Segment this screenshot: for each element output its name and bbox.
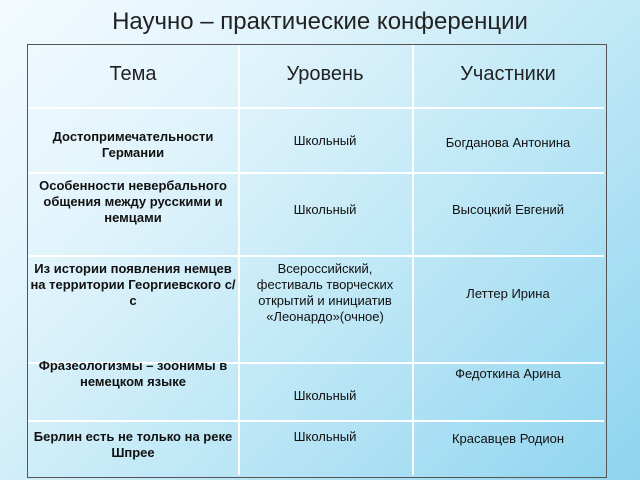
row-topic: Из истории появления немцев на территории Георгиевского с/с	[30, 261, 236, 308]
row-level: Школьный	[293, 388, 357, 403]
row-topic: Берлин есть не только на реке Шпрее	[33, 429, 233, 460]
row-topic: Фразеологизмы – зоонимы в немецком языке	[38, 358, 228, 389]
conference-table	[27, 44, 607, 478]
row-participants: Красавцев Родион	[451, 431, 565, 446]
row-level: Школьный	[293, 429, 357, 444]
row-participants: Федоткина Арина	[455, 366, 561, 381]
row-level: Школьный	[293, 202, 357, 217]
table-divider	[28, 107, 604, 109]
page-title: Научно – практические конференции	[112, 8, 528, 35]
row-participants: Леттер Ирина	[466, 286, 550, 301]
row-topic: Достопримечательности Германии	[52, 129, 214, 160]
table-divider	[28, 172, 604, 174]
table-divider	[28, 255, 604, 257]
header-participants: Участники	[460, 63, 556, 85]
table-divider	[28, 420, 604, 422]
row-participants: Богданова Антонина	[445, 135, 571, 150]
row-level: Всероссийский, фестиваль творческих открытий и инициатив «Леонардо»(очное)	[256, 261, 394, 324]
row-topic: Особенности невербального общения между русскими и немцами	[39, 178, 227, 225]
header-topic: Тема	[109, 63, 157, 85]
table-divider	[238, 45, 240, 475]
row-level: Школьный	[293, 133, 357, 148]
table-divider	[412, 45, 414, 475]
header-level: Уровень	[286, 63, 364, 85]
row-participants: Высоцкий Евгений	[451, 202, 565, 217]
